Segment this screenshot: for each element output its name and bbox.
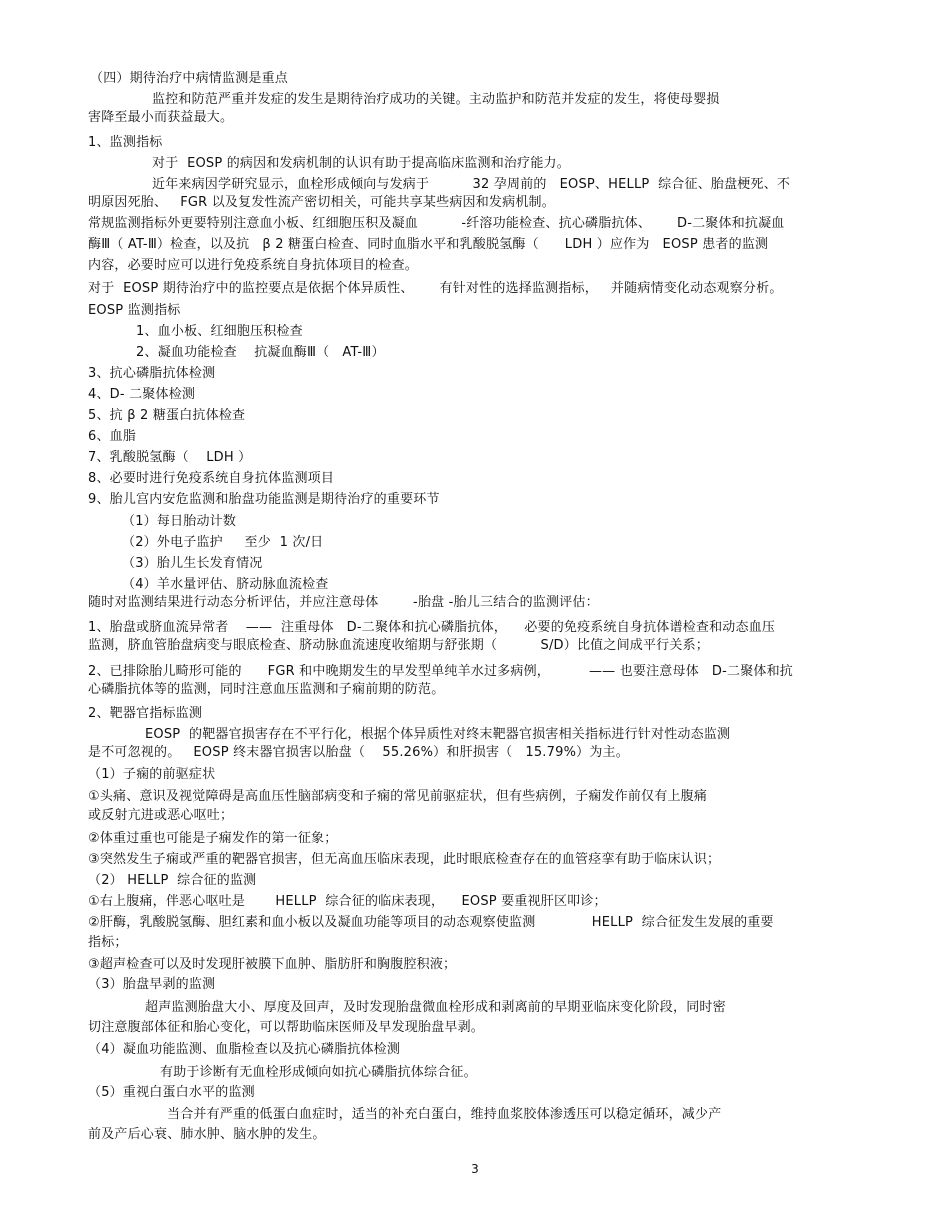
text-line: 切注意腹部体征和胎心变化，可以帮助临床医师及早发现胎盘早剥。 xyxy=(88,1020,485,1035)
text-line: ③超声检查可以及时发现肝被膜下血肿、脂肪肝和胸腹腔积液； xyxy=(88,957,457,972)
text-line: ②体重过重也可能是子痫发作的第一征象； xyxy=(88,831,338,846)
text-line: 前及产后心衰、肺水肿、脑水肿的发生。 xyxy=(88,1127,326,1142)
text-line: EOSP 监测指标 xyxy=(88,303,181,318)
text-line: 对于 EOSP 期待治疗中的监控要点是依据个体异质性、 有针对性的选择监测指标， 并随病情变化动态观察分析。 xyxy=(88,281,783,296)
text-line: 监测，脐血管胎盘病变与眼底检查、脐动脉血流速度收缩期与舒张期（ S/D）比值之间成平行关系； xyxy=(88,638,709,653)
text-line: 1、血小板、红细胞压积检查 xyxy=(136,324,303,339)
text-line: 5、抗 β 2 糖蛋白抗体检查 xyxy=(88,408,246,423)
text-line: （4）羊水量评估、脐动脉血流检查 xyxy=(122,577,329,592)
text-line: 当合并有严重的低蛋白血症时，适当的补充白蛋白，维持血浆胶体渗透压可以稳定循环，减少产 xyxy=(167,1107,722,1122)
text-line: 2、靶器官指标监测 xyxy=(88,706,203,721)
text-line: 指标； xyxy=(88,935,128,950)
text-line: 2、已排除胎儿畸形可能的 FGR 和中晚期发生的早发型单纯羊水过多病例， —— 也要注意母体 D-二聚体和抗 xyxy=(88,664,794,679)
text-line: 6、血脂 xyxy=(88,429,137,444)
text-line: 8、必要时进行免疫系统自身抗体监测项目 xyxy=(88,471,335,486)
text-line: （3）胎儿生长发育情况 xyxy=(122,556,263,571)
text-line: 对于 EOSP 的病因和发病机制的认识有助于提高临床监测和治疗能力。 xyxy=(152,156,570,171)
text-line: 1、胎盘或脐血流异常者 —— 注重母体 D-二聚体和抗心磷脂抗体， 必要的免疫系统自身抗体谱检查和动态血压 xyxy=(88,620,776,635)
page-number: 3 xyxy=(471,1162,479,1176)
text-line: 明原因死胎、 FGR 以及复发性流产密切相关，可能共享某些病因和发病机制。 xyxy=(88,195,555,210)
text-line: 近年来病因学研究显示，血栓形成倾向与发病于 32 孕周前的 EOSP、HELLP 综合征、胎盘梗死、不 xyxy=(152,177,791,192)
text-line: 酶Ⅲ（ AT-Ⅲ）检查，以及抗 β 2 糖蛋白检查、同时血脂水平和乳酸脱氢酶（ LDH ）应作为 EOSP 患者的监测 xyxy=(88,237,769,252)
text-line: 害降至最小而获益最大。 xyxy=(88,110,234,125)
text-line: 9、胎儿宫内安危监测和胎盘功能监测是期待治疗的重要环节 xyxy=(88,492,440,507)
text-line: 4、D- 二聚体检测 xyxy=(88,387,196,402)
text-line: ②肝酶，乳酸脱氢酶、胆红素和血小板以及凝血功能等项目的动态观察使监测 HELLP 综合征发生发展的重要 xyxy=(88,915,774,930)
text-line: 心磷脂抗体等的监测，同时注意血压监测和子痫前期的防范。 xyxy=(88,682,445,697)
text-line: 监控和防范严重并发症的发生是期待治疗成功的关键。主动监护和防范并发症的发生，将使母婴损 xyxy=(152,92,720,107)
text-line: （1）每日胎动计数 xyxy=(122,514,237,529)
text-line: （4）凝血功能监测、血脂检查以及抗心磷脂抗体检测 xyxy=(88,1042,401,1057)
text-line: 1、监测指标 xyxy=(88,135,163,150)
text-line: 有助于诊断有无血栓形成倾向如抗心磷脂抗体综合征。 xyxy=(160,1065,477,1080)
text-line: 3、抗心磷脂抗体检测 xyxy=(88,366,216,381)
text-line: （2） HELLP 综合征的监测 xyxy=(88,873,257,888)
text-line: （2）外电子监护 至少 1 次/日 xyxy=(122,535,324,550)
text-line: EOSP 的靶器官损害存在不平行化，根据个体异质性对终末靶器官损害相关指标进行针对性动态监测 xyxy=(145,727,731,742)
text-line: （四）期待治疗中病情监测是重点 xyxy=(90,71,289,86)
text-line: 常规监测指标外更要特别注意血小板、红细胞压积及凝血 -纤溶功能检查、抗心磷脂抗体、 D-二聚体和抗凝血 xyxy=(88,216,785,231)
text-line: ①右上腹痛，伴恶心呕吐是 HELLP 综合征的临床表现， EOSP 要重视肝区叩诊； xyxy=(88,894,607,909)
text-line: （1）子痫的前驱症状 xyxy=(88,767,216,782)
text-line: 超声监测胎盘大小、厚度及回声，及时发现胎盘微血栓形成和剥离前的早期亚临床变化阶段，同时密 xyxy=(145,1000,726,1015)
text-line: 随时对监测结果进行动态分析评估，并应注意母体 -胎盘 -胎儿三结合的监测评估： xyxy=(88,595,599,610)
text-line: 或反射亢进或恶心呕吐； xyxy=(88,808,234,823)
text-line: （5）重视白蛋白水平的监测 xyxy=(88,1085,255,1100)
text-line: 是不可忽视的。 EOSP 终末器官损害以胎盘（ 55.26%）和肝损害（ 15.79%）为主。 xyxy=(88,745,629,760)
text-line: 7、乳酸脱氢酶（ LDH ） xyxy=(88,450,252,465)
text-line: 内容，必要时应可以进行免疫系统自身抗体项目的检查。 xyxy=(88,258,419,273)
text-line: ③突然发生子痫或严重的靶器官损害，但无高血压临床表现，此时眼底检查存在的血管痉挛有助于临床认识； xyxy=(88,852,721,867)
text-line: （3）胎盘早剥的监测 xyxy=(88,977,216,992)
text-line: 2、凝血功能检查 抗凝血酶Ⅲ（ AT-Ⅲ） xyxy=(136,345,385,360)
text-line: ①头痛、意识及视觉障碍是高血压性脑部病变和子痫的常见前驱症状，但有些病例，子痫发作前仅有上腹痛 xyxy=(88,789,708,804)
